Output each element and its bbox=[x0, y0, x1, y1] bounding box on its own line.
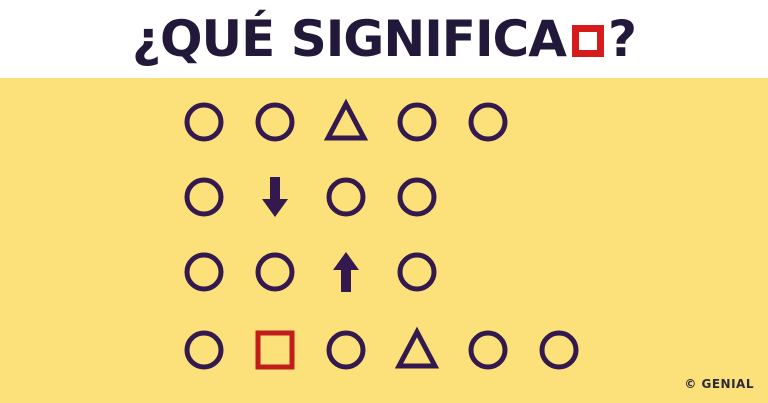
title-text: ¿QUÉ SIGNIFICA bbox=[132, 10, 566, 68]
circle-icon bbox=[251, 248, 299, 296]
circle-icon bbox=[322, 173, 370, 221]
circle-icon bbox=[393, 248, 441, 296]
arrow-up-icon bbox=[322, 248, 370, 296]
circle-icon bbox=[393, 98, 441, 146]
triangle-icon bbox=[393, 326, 441, 374]
title-question-mark: ? bbox=[607, 10, 636, 68]
circle-icon bbox=[393, 173, 441, 221]
circle-icon bbox=[464, 98, 512, 146]
circle-icon bbox=[180, 98, 228, 146]
circle-icon bbox=[535, 326, 583, 374]
square-icon bbox=[251, 326, 299, 374]
circle-icon bbox=[180, 326, 228, 374]
circle-icon bbox=[464, 326, 512, 374]
circle-icon bbox=[322, 326, 370, 374]
circle-icon bbox=[180, 173, 228, 221]
circle-icon bbox=[180, 248, 228, 296]
credit: © GENIAL bbox=[684, 377, 754, 391]
triangle-icon bbox=[322, 98, 370, 146]
circle-icon bbox=[251, 98, 299, 146]
arrow-down-icon bbox=[251, 173, 299, 221]
